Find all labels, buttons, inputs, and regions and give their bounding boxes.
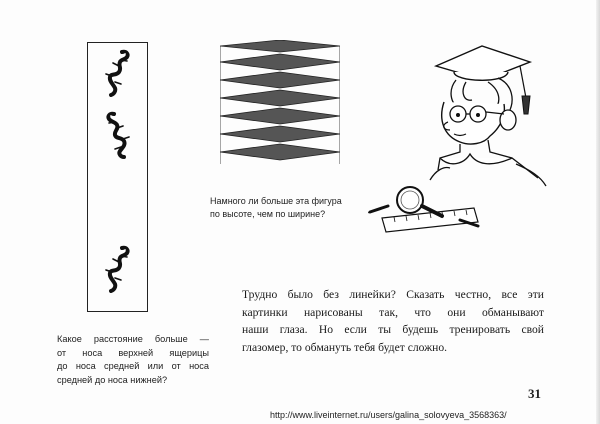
lizard-top-icon: [102, 49, 134, 97]
lizard-box: [87, 42, 148, 312]
bleed-through-mark: [210, 372, 370, 382]
lizard-caption-line-1: Какое расстояние больше —: [57, 334, 209, 344]
lizard-middle-icon: [102, 111, 134, 159]
boy-illustration: [420, 40, 550, 188]
main-paragraph-line-4: глазомер, то обмануть тебя будет сложно.: [242, 340, 448, 354]
lizard-caption-line-2: от носа верхней ящерицы: [57, 347, 209, 358]
main-paragraph-line-1: Трудно было без линейки? Сказать честно, все эти: [242, 288, 544, 301]
figure-caption-line-1: Намного ли больше эта фигура: [210, 196, 342, 206]
main-paragraph: [242, 286, 544, 356]
lizard-caption-line-4: средней до носа нижней?: [57, 374, 168, 385]
lizard-bottom-icon: [102, 245, 134, 293]
ruler-magnifier-illustration: [368, 182, 486, 234]
main-paragraph-line-2: картинки нарисованы так, что они обманывают: [242, 305, 544, 319]
watermark-url: http://www.liveinternet.ru/users/galina_solovyeva_3568363/: [270, 410, 507, 420]
lizard-caption-line-3: до носа средней или от носа: [57, 361, 209, 372]
figure-caption-line-2: по высоте, чем по ширине?: [210, 209, 326, 219]
lizard-caption: [57, 333, 209, 387]
diamond-figure: [220, 40, 340, 170]
main-paragraph-line-3: наши глаза. Но если ты будешь тренировать свой: [242, 323, 544, 337]
page-number: 31: [528, 386, 541, 401]
figure-caption: [210, 195, 380, 221]
page-edge-shadow: [596, 0, 600, 424]
